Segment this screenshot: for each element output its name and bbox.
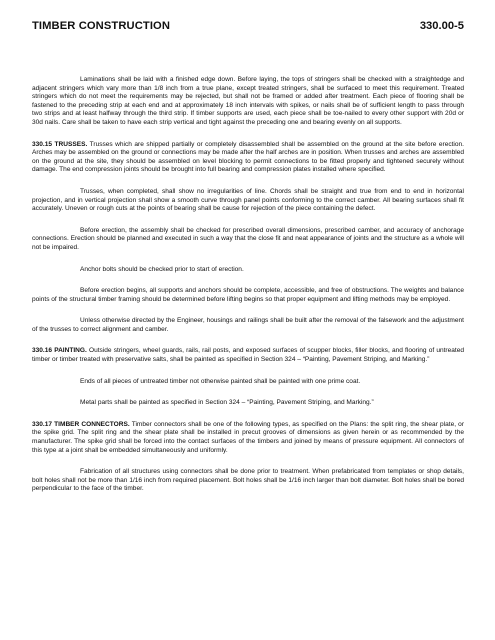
paragraph-text: Ends of all pieces of untreated timber not otherwise painted shall be painted with one prime coat. xyxy=(80,377,361,385)
section-heading: 330.15 TRUSSES. xyxy=(32,140,88,148)
paragraph-text: Trusses, when completed, shall show no irregularities of line. Chords shall be straight and true from end to end in horizontal projection, and in vertical projection shall show a smooth curve through panel points conforming to the correct camber. All bearing surfaces shall fit accurately. Uneven or rough cuts at the points of bearing shall be cause for rejection of the piece containing the defect. xyxy=(32,187,464,213)
paragraph-anchor-bolts xyxy=(32,266,464,275)
paragraph-before-erection-begins xyxy=(32,287,464,304)
paragraph-laminations xyxy=(32,76,464,128)
chapter-title: TIMBER CONSTRUCTION xyxy=(32,20,171,32)
paragraph-text: Laminations shall be laid with a finished edge down. Before laying, the tops of stringers shall be checked with a straightedge and adjacent stringers which vary more than 1/8 inch from a true plane, except treated stringers, shall be surfaced to meet this requirement. Treated stringers which do not meet the requirements may be rejected, but shall not be framed or added after treatment. Each piece of flooring shall be fastened to the preceding strip at each end and at approximately 18 inch intervals with spikes, or nails shall be of sufficient length to pass through two strips and at least halfway through the third strip. If timber supports are used, each piece shall be toe-nailed to every other support with 20d or 30d nails. Care shall be taken to have each strip vertical and tight against the preceding one and bearing evenly on all supports. xyxy=(32,76,464,126)
section-330-17-timber-connectors xyxy=(32,421,464,455)
paragraph-housings-railings xyxy=(32,317,464,334)
section-heading: 330.16 PAINTING. xyxy=(32,347,87,355)
paragraph-text: Metal parts shall be painted as specified in Section 324 – “Painting, Pavement Striping, and Marking.” xyxy=(80,399,374,407)
paragraph-ends-painted xyxy=(32,378,464,387)
paragraph-text: Before erection begins, all supports and anchors should be complete, accessible, and free of obstructions. The weights and balance points of the structural timber framing should be determined before lifting begins so that proper equipment and lifting methods may be employed. xyxy=(32,287,464,303)
section-heading: 330.17 TIMBER CONNECTORS. xyxy=(32,420,130,428)
paragraph-text: Outside stringers, wheel guards, rails, rail posts, and exposed surfaces of scupper blocks, filler blocks, and flooring of untreated timber or timber treated with preservative salts, shall be painted as specified in Section 324 – “Painting, Pavement Striping, and Marking.” xyxy=(32,347,464,364)
paragraph-text: Fabrication of all structures using connectors shall be done prior to treatment. When prefabricated from templates or shop details, bolt holes shall not be more than 1/16 inch from required placement. Bolt holes shall be 1/16 inch larger than bolt diameter. Bolt holes shall be bored perpendicular to the face of the timber. xyxy=(32,468,464,493)
paragraph-text: Timber connectors shall be one of the following types, as specified on the Plans: the split ring, the shear plate, or the spike grid. The split ring and the shear plate shall be installed in precut grooves of dimensions as given herein or as recommended by the manufacturer. The spike grid shall be forced into the contact surfaces of the timbers and joined by means of pressure equipment. All connectors of this type at a joint shall be embedded simultaneously and uniformly. xyxy=(32,420,465,454)
page-number: 330.00-5 xyxy=(419,20,464,32)
paragraph-trusses-completed xyxy=(32,188,464,214)
paragraph-text: Trusses which are shipped partially or completely disassembled shall be assembled on the ground at the site before erection. Arches may be assembled on the ground or connections may be made after the half arches are in position. When trusses and arches are assembled on the ground at the site, they should be assembled on level blocking to permit connections to be fitted properly and tightened securely without damage. The end compression joints should be brought into full bearing and compression plates installed where specified. xyxy=(32,140,464,174)
paragraph-metal-parts xyxy=(32,399,464,408)
page-header xyxy=(32,20,464,36)
document-body xyxy=(32,76,464,507)
paragraph-before-erection-check xyxy=(32,227,464,253)
paragraph-text: Before erection, the assembly shall be checked for prescribed overall dimensions, prescribed camber, and accuracy of anchorage connections. Erection should be planned and executed in such a way that the close fit and neat appearance of joints and the structure as a whole will not be impaired. xyxy=(32,226,464,251)
paragraph-text: Unless otherwise directed by the Engineer, housings and railings shall be built after the removal of the falsework and the adjustment of the trusses to correct alignment and camber. xyxy=(32,317,464,333)
section-330-16-painting xyxy=(32,347,464,364)
section-330-15-trusses xyxy=(32,141,464,175)
paragraph-fabrication xyxy=(32,468,464,494)
paragraph-text: Anchor bolts should be checked prior to start of erection. xyxy=(80,265,244,273)
